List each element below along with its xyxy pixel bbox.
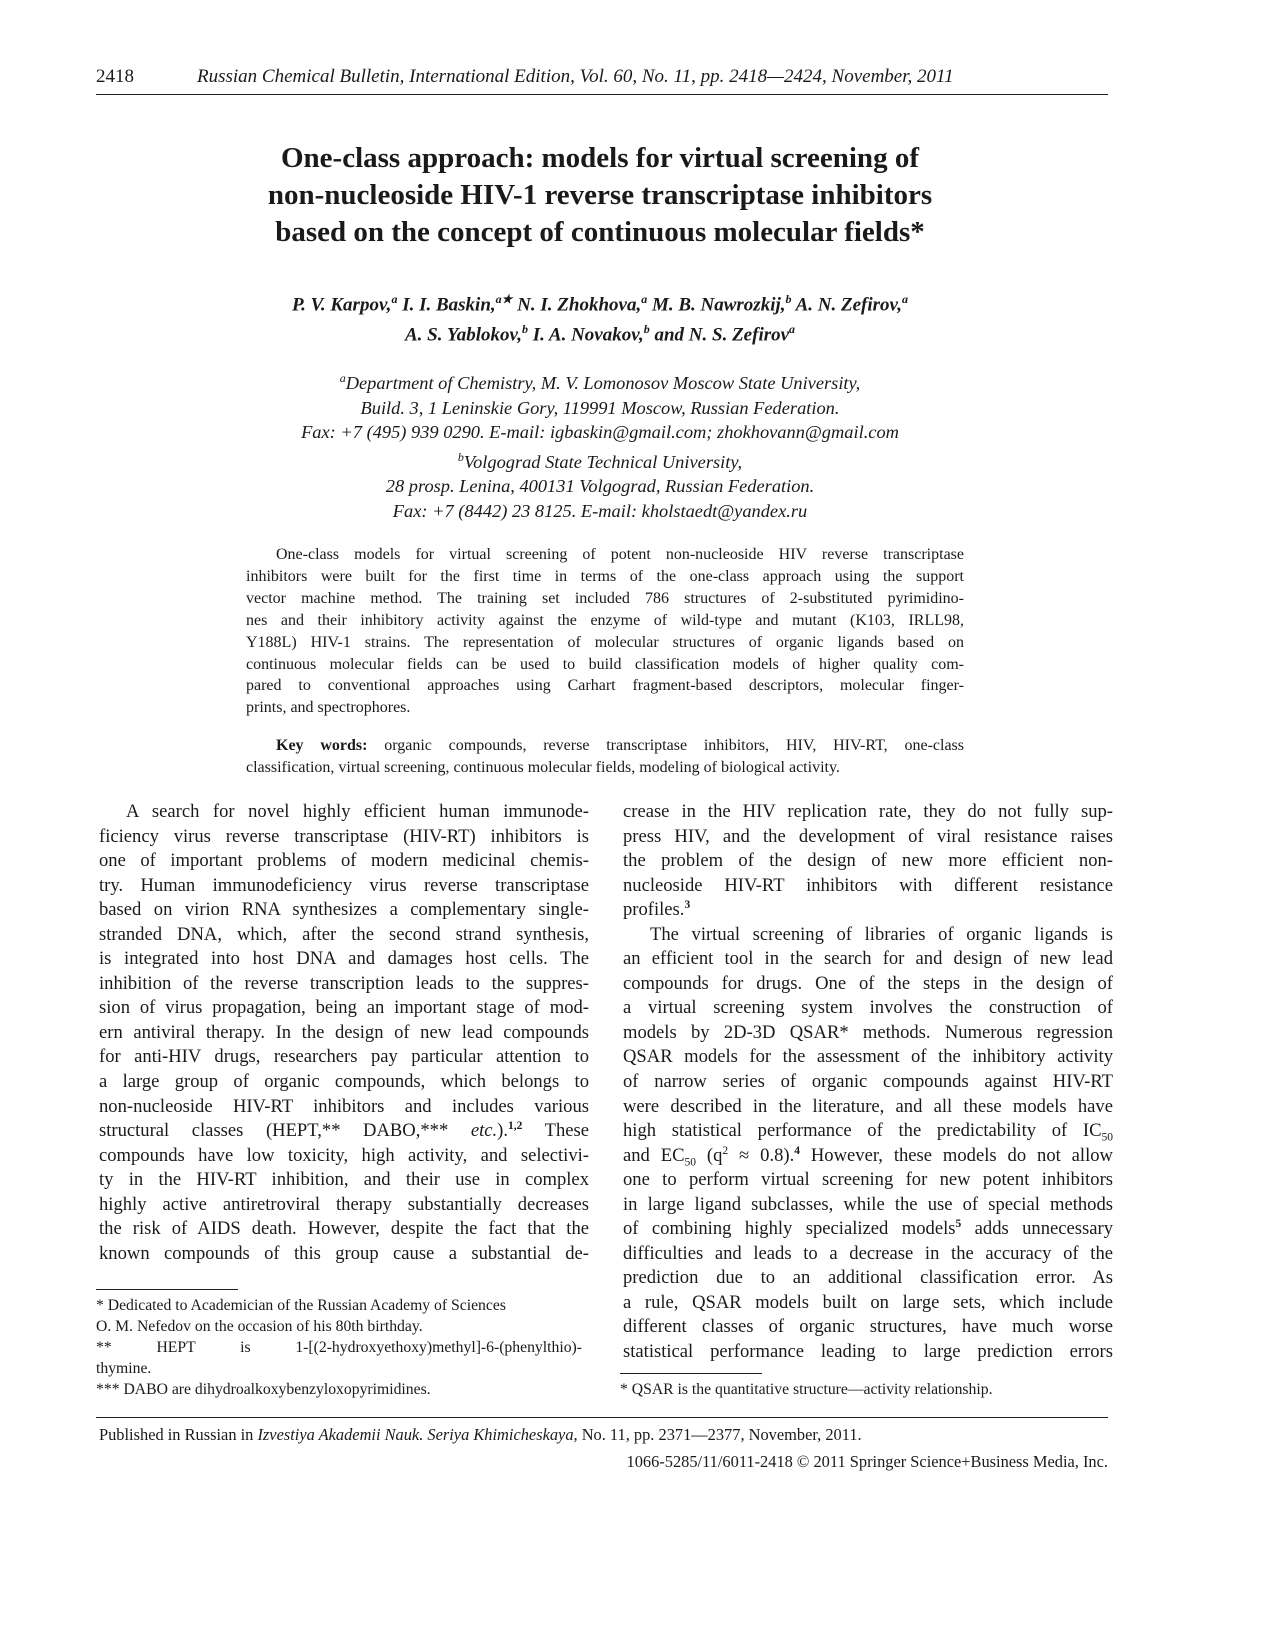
body-line: nucleoside HIV-RT inhibitors with different resistance [623,874,1113,896]
abstract-line: Y188L) HIV-1 strains. The representation of molecular structures of organic ligands based on [246,633,964,651]
abstract-line: prints, and spectrophores. [246,699,411,717]
author-name: M. B. Nawrozkij, [651,294,786,316]
body-line: an efficient tool in the search for and design of new lead [623,948,1113,970]
body-line: high statistical performance of the predictability of $IC_{50}$ [623,1120,1113,1144]
footnotes-left [96,1295,582,1400]
body-line: one to perform virtual screening for new potent inhibitors [623,1169,1113,1191]
body-line: ficiency virus reverse transcriptase (HIV-RT) inhibitors is [99,825,589,847]
affiliation-marker: a [391,292,398,306]
reference-marker: 3 [684,899,691,911]
body-line: known compounds of this group cause a substantial de- [99,1242,589,1264]
body-line: of combining highly specialized models$^5$ adds unnecessary [623,1218,1113,1240]
body-line: compounds have low toxicity, high activity, and selectivi- [99,1144,589,1166]
body-line: profiles.$^3$ [623,899,691,921]
author-list [160,287,1040,348]
affiliation-line: Build. 3, 1 Leninskie Gory, 119991 Moscow, Russian Federation. [360,397,840,418]
body-line: try. Human immunodeficiency virus reverse transcriptase [99,874,589,896]
title-line: One-class approach: models for virtual screening of [281,142,919,174]
footnote-rule [96,1289,238,1290]
journal-citation: Russian Chemical Bulletin, International Edition, Vol. 60, No. 11, pp. 2418—2424, November, 2011 [197,66,954,87]
body-line: the risk of AIDS death. However, despite the fact that the [99,1218,589,1240]
body-line: press HIV, and the development of viral resistance raises [623,825,1113,847]
abstract-line: inhibitors were built for the first time in terms of the one-class approach using the support [246,567,964,585]
body-line: inhibition of the reverse transcription leads to the suppres- [99,972,589,994]
reference-marker: 5 [955,1218,962,1231]
body-line: for anti-HIV drugs, researchers pay particular attention to [99,1046,589,1068]
abstract-line: continuous molecular fields can be used to build classification models of higher quality com- [246,655,964,673]
body-line: sion of virus propagation, being an important stage of mod- [99,997,589,1019]
footnote-line: O. M. Nefedov on the occasion of his 80th birthday. [96,1318,423,1335]
affiliation-marker: b [785,292,792,306]
keywords-text: organic compounds, reverse transcriptase inhibitors, HIV, HIV-RT, one-class [367,737,964,754]
affiliation-line: Fax: +7 (495) 939 0290. E-mail: igbaskin@gmail.com; zhokhovann@gmail.com [301,422,899,443]
title-line: based on the concept of continuous molecular fields* [275,216,925,248]
body-line: statistical performance leading to large prediction errors [623,1341,1113,1363]
affiliation-marker: b [521,322,528,337]
body-line: The virtual screening of libraries of organic ligands is [650,923,1113,945]
body-line: A search for novel highly efficient human immunode- [126,801,589,822]
author-name: A. N. Zefirov, [795,294,902,316]
copyright-line: 1066-5285/11/6011-2418 © 2011 Springer Science+Business Media, Inc. [626,1452,1108,1471]
affiliation-line: Fax: +7 (8442) 23 8125. E-mail: kholstaedt@yandex.ru [392,500,808,521]
body-line: is integrated into host DNA and damages host cells. The [99,948,589,970]
body-line: structural classes (HEPT,** DABO,*** etc.).$^{1,2}$ These [99,1119,589,1142]
body-line: were described in the literature, and all these models have [623,1095,1113,1117]
body-line: compounds for drugs. One of the steps in the design of [623,972,1113,994]
author-name: I. I. Baskin, [402,294,496,316]
affiliation-marker: a [339,371,346,385]
keywords [246,735,964,779]
affiliation-marker: a★ [495,292,513,306]
abstract [246,544,964,719]
body-line: prediction due to an additional classification error. As [623,1267,1113,1289]
footnote-line: * QSAR is the quantitative structure—activity relationship. [620,1381,993,1398]
page-number: 2418 [96,66,134,87]
footnote-line: * Dedicated to Academician of the Russian Academy of Sciences [96,1297,506,1314]
etc-abbrev: etc. [470,1120,498,1142]
body-line: of narrow series of organic compounds against HIV-RT [623,1071,1113,1093]
title-line: non-nucleoside HIV-1 reverse transcriptase inhibitors [267,179,933,211]
body-line: a large group of organic compounds, which belongs to [99,1071,589,1093]
body-column-left [99,800,589,1266]
affiliation-marker: a [789,322,796,337]
article-title [160,140,1040,251]
body-line: ty in the HIV-RT inhibition, and their use in complex [99,1169,589,1191]
subscript: 50 [1101,1131,1113,1144]
body-line: a rule, QSAR models built on large sets, which include [623,1291,1113,1313]
subscript: 50 [684,1156,697,1169]
body-line: a virtual screening system involves the construction of [623,997,1113,1019]
abstract-line: nes and their inhibitory activity against the enzyme of wild-type and mutant (K103, IRLL98, [246,611,964,629]
author-name: P. V. Karpov, [292,294,392,316]
affiliation-marker: a [901,292,908,306]
author-name: A. S. Yablokov, [404,324,522,346]
author-name: N. I. Zhokhova, [517,294,642,316]
body-line: in large ligand subclasses, while the use of special methods [623,1193,1113,1215]
footnote-line: *** DABO are dihydroalkoxybenzyloxopyrimidines. [96,1381,431,1398]
footnote-right [620,1379,1110,1400]
affiliation-line: Department of Chemistry, M. V. Lomonosov Moscow State University, [345,373,861,394]
keywords-label: Key words: [276,737,368,754]
affiliation-marker: a [641,292,648,306]
affiliation-line: Volgograd State Technical University, [463,451,743,472]
body-line: models by 2D-3D QSAR* methods. Numerous regression [623,1021,1113,1043]
body-line: based on virion RNA synthesizes a complementary single- [99,899,589,921]
reference-marker: 1,2 [508,1119,523,1132]
running-header [96,66,1108,95]
body-line: ern antiviral therapy. In the design of new lead compounds [99,1021,589,1043]
affiliations [160,366,1040,523]
affiliation-line: 28 prosp. Lenina, 400131 Volgograd, Russian Federation. [385,476,815,497]
body-line: crease in the HIV replication rate, they do not fully sup- [623,801,1113,822]
body-column-right [623,800,1113,1365]
affiliation-marker: b [457,449,464,464]
author-name: and N. S. Zefirov [654,324,790,346]
body-line: difficulties and leads to a decrease in the accuracy of the [623,1242,1113,1264]
body-line: different classes of organic structures, have much worse [623,1316,1113,1338]
publication-info: Published in Russian in Izvestiya Akademii Nauk. Seriya Khimicheskaya, No. 11, pp. 2371—2377, November, 2011. [99,1425,862,1444]
body-line: stranded DNA, which, after the second strand synthesis, [99,923,589,945]
keywords-text: classification, virtual screening, continuous molecular fields, modeling of biological activity. [246,758,840,776]
reference-marker: 4 [794,1144,800,1157]
body-line: and $EC_{50}$ $(q^2 \approx 0.8).^4$ However, these models do not allow [623,1144,1113,1169]
publication-rule [96,1417,1108,1418]
body-line: non-nucleoside HIV-RT inhibitors and includes various [99,1095,589,1117]
footnote-rule [620,1373,762,1374]
body-line: QSAR models for the assessment of the inhibitory activity [623,1046,1113,1068]
footnote-line: thymine. [96,1360,152,1377]
abstract-line: vector machine method. The training set included 786 structures of 2-substituted pyrimidino- [246,589,964,607]
abstract-line: pared to conventional approaches using Carhart fragment-based descriptors, molecular finger- [246,677,964,695]
body-line: the problem of the design of new more efficient non- [623,850,1113,872]
affiliation-marker: b [643,322,650,337]
body-line: one of important problems of modern medicinal chemis- [99,850,589,872]
abstract-line: One-class models for virtual screening of potent non-nucleoside HIV reverse transcriptase [276,546,964,563]
body-line: highly active antiretroviral therapy substantially decreases [99,1193,589,1215]
author-name: I. A. Novakov, [532,324,644,346]
russian-journal-name: Izvestiya Akademii Nauk. Seriya Khimicheskaya, [257,1425,578,1444]
footnote-line: ** HEPT is 1-[(2-hydroxyethoxy)methyl]-6-(phenylthio)- [96,1339,582,1356]
